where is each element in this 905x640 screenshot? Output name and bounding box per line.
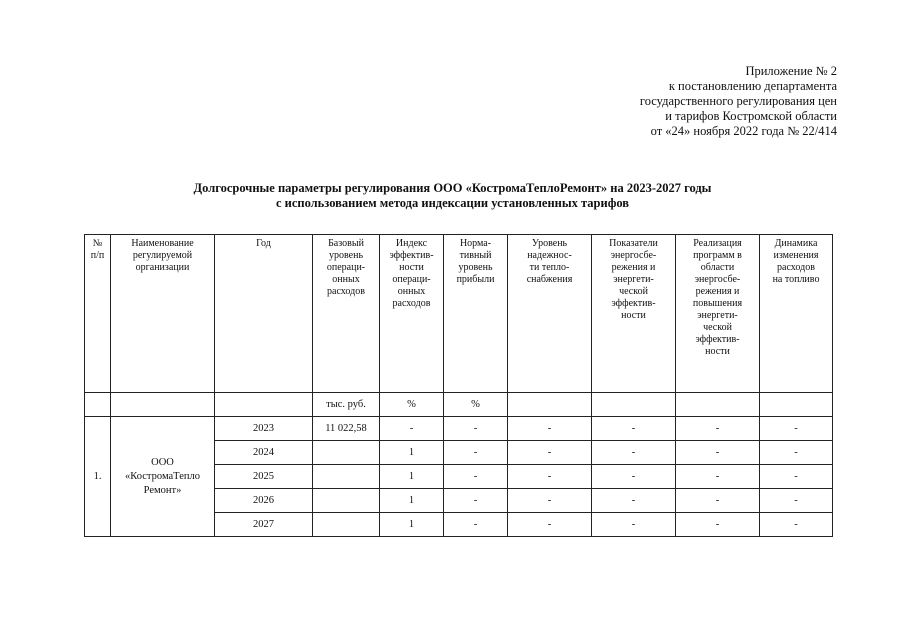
header-line: ческой [703,322,732,333]
units-index: % [380,393,444,417]
header-line: уровень [458,262,493,273]
table-row [85,417,833,441]
units-cell [760,393,833,417]
header-line: Индекс [395,238,428,249]
header-line: области [700,262,735,273]
header-line: операци- [326,262,366,273]
cell-reliability: - [508,417,592,441]
header-line: № [92,238,103,249]
header-row [85,235,833,393]
header-line: Наименование [131,238,194,249]
header-line: Показатели [609,238,658,249]
header-line: снабжения [526,274,573,285]
header-line: ности [399,262,424,273]
header-line: операци- [392,274,431,285]
header-line: энергосбе- [694,274,741,285]
cell-profit: - [444,465,508,489]
cell-profit: - [444,417,508,441]
cell-programs: - [676,441,760,465]
header-line: п/п [90,250,105,261]
units-cell [85,393,111,417]
title-line-2: с использованием метода индексации установленных тарифов [275,196,630,210]
cell-index: 1 [380,465,444,489]
cell-programs: - [676,465,760,489]
header-line: эффектив- [695,334,740,345]
header-line: на топливо [772,274,820,285]
cell-base [313,513,380,537]
units-row [85,393,833,417]
organization-line: Ремонт» [143,484,182,496]
header-reliability [508,235,592,393]
header-programs [676,235,760,393]
cell-energy: - [592,441,676,465]
units-cell [508,393,592,417]
header-line: расходов [777,262,815,273]
header-line: онных [332,274,360,285]
appendix-line: государственного регулирования цен [639,94,837,108]
cell-programs: - [676,417,760,441]
cell-year: 2026 [215,489,313,513]
appendix-line: и тарифов Костромской области [665,109,837,123]
header-line: организации [135,262,190,273]
document-title [0,181,905,211]
cell-index: - [380,417,444,441]
header-line: Реализация [693,238,742,249]
header-line: повышения [692,298,743,309]
header-line: ности [705,346,730,357]
appendix-line: к постановлению департамента [668,79,837,93]
parameters-table [84,234,833,537]
header-line: расходов [327,286,365,297]
cell-fuel: - [760,513,833,537]
units-profit: % [444,393,508,417]
organization-line: ООО [151,456,174,468]
appendix-line: от «24» ноября 2022 года № 22/414 [650,124,837,138]
cell-base: 11 022,58 [313,417,380,441]
cell-fuel: - [760,465,833,489]
header-line: энергосбе- [610,250,657,261]
header-line: энергети- [613,274,654,285]
cell-reliability: - [508,441,592,465]
header-line: Норма- [459,238,492,249]
cell-year: 2027 [215,513,313,537]
cell-profit: - [444,489,508,513]
cell-profit: - [444,513,508,537]
header-line: ческой [619,286,648,297]
units-base: тыс. руб. [313,393,380,417]
header-name [111,235,215,393]
header-line: надежнос- [527,250,572,261]
header-fuel [760,235,833,393]
cell-reliability: - [508,513,592,537]
appendix-block [640,64,837,139]
header-line: изменения [773,250,819,261]
header-year [215,235,313,393]
cell-reliability: - [508,465,592,489]
appendix-line: Приложение № 2 [745,64,837,78]
header-line: расходов [392,298,431,309]
organization-line: «КостромаТепло [125,470,200,482]
cell-programs: - [676,513,760,537]
header-line: эффектив- [389,250,434,261]
cell-year: 2025 [215,465,313,489]
cell-index: 1 [380,489,444,513]
organization-name [111,417,215,537]
cell-profit: - [444,441,508,465]
header-line: режения и [611,262,656,273]
cell-reliability: - [508,489,592,513]
cell-fuel: - [760,489,833,513]
header-line: Уровень [531,238,568,249]
header-index [380,235,444,393]
cell-index: 1 [380,513,444,537]
units-cell [676,393,760,417]
header-line: Динамика [774,238,818,249]
header-line: онных [397,286,426,297]
cell-fuel: - [760,441,833,465]
header-line: программ в [693,250,742,261]
cell-energy: - [592,513,676,537]
cell-energy: - [592,465,676,489]
cell-index: 1 [380,441,444,465]
units-cell [215,393,313,417]
header-line: уровень [328,250,363,261]
title-line-1: Долгосрочные параметры регулирования ООО «КостромаТеплоРемонт» на 2023-2027 годы [193,181,712,195]
cell-energy: - [592,417,676,441]
cell-fuel: - [760,417,833,441]
header-base [313,235,380,393]
header-profit [444,235,508,393]
units-cell [111,393,215,417]
header-line: ти тепло- [529,262,570,273]
cell-base [313,489,380,513]
header-line: регулируемой [132,250,193,261]
header-line: энергети- [697,310,738,321]
cell-year: 2024 [215,441,313,465]
cell-programs: - [676,489,760,513]
cell-base [313,465,380,489]
cell-year: 2023 [215,417,313,441]
header-line: тивный [459,250,492,261]
header-energy [592,235,676,393]
header-num [85,235,111,393]
cell-base [313,441,380,465]
header-line: Год [256,238,271,249]
units-cell [592,393,676,417]
header-line: Базовый [328,238,364,249]
header-line: режения и [695,286,740,297]
header-line: ности [621,310,646,321]
header-line: прибыли [456,274,495,285]
cell-energy: - [592,489,676,513]
row-number: 1. [85,417,111,537]
header-line: эффектив- [611,298,656,309]
